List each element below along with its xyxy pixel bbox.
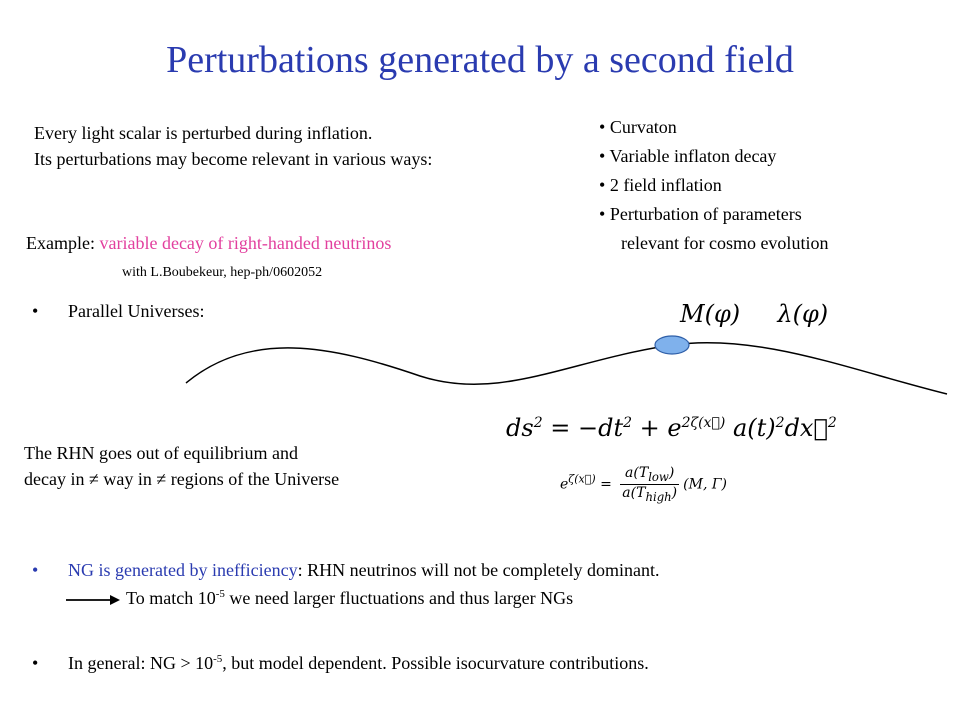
bullet-marker: • xyxy=(32,301,39,321)
zeta-equation: $e^{\zeta(x⃗)}$ = $\frac{a(T_{low})}{a(T_{high})}$ (M, Γ) xyxy=(560,465,728,504)
reference-citation: with L.Boubekeur, hep-ph/0602052 xyxy=(122,265,323,280)
example-label: Example: xyxy=(26,233,95,253)
coupling-label: λ(φ) xyxy=(777,300,829,328)
slide-title: Perturbations generated by a second field xyxy=(166,39,794,81)
intro-line-1: Every light scalar is perturbed during inflation. xyxy=(34,123,373,143)
metric-equation: $ds^2 = -dt^2 + e^{2\zeta(x⃗)}$ $a(t)^2dx⃗^2$ xyxy=(506,414,837,442)
field-position-marker xyxy=(655,336,689,354)
intro-line-2: Its perturbations may become relevant in various ways: xyxy=(34,149,433,169)
list-item: • Perturbation of parameters xyxy=(599,204,802,224)
rhn-line-2: decay in ≠ way in ≠ regions of the Universe xyxy=(24,469,340,489)
bullet-marker: • xyxy=(32,653,39,673)
general-bullet: • In general: NG > $10^{-5}$, but model dependent. Possible isocurvature contributions. xyxy=(32,653,649,673)
parallel-universes-label: Parallel Universes: xyxy=(68,301,205,321)
field-curve xyxy=(186,343,947,394)
rhn-description xyxy=(24,440,339,492)
zeta-fraction: $\frac{a(T_{low})}{a(T_{high})}$ xyxy=(622,465,678,504)
ng-inefficiency-bullet xyxy=(32,560,660,581)
ng-rest: : RHN neutrinos will not be completely dominant. xyxy=(297,560,660,580)
list-item: • Curvaton xyxy=(599,117,677,137)
list-item-continuation: relevant for cosmo evolution xyxy=(621,233,829,253)
list-item: • 2 field inflation xyxy=(599,175,722,195)
list-item: • Variable inflaton decay xyxy=(599,146,777,166)
right-arrow-icon xyxy=(66,593,120,607)
mass-label: M(φ) xyxy=(680,300,741,328)
implication-line: To match $10^{-5}$ we need larger fluctuations and thus larger NGs xyxy=(66,588,573,609)
rhn-line-1: The RHN goes out of equilibrium and xyxy=(24,443,298,463)
ng-highlight: NG is generated by inefficiency xyxy=(68,560,298,580)
bullet-marker: • xyxy=(32,560,39,580)
example-highlight: variable decay of right-handed neutrinos xyxy=(99,233,392,253)
